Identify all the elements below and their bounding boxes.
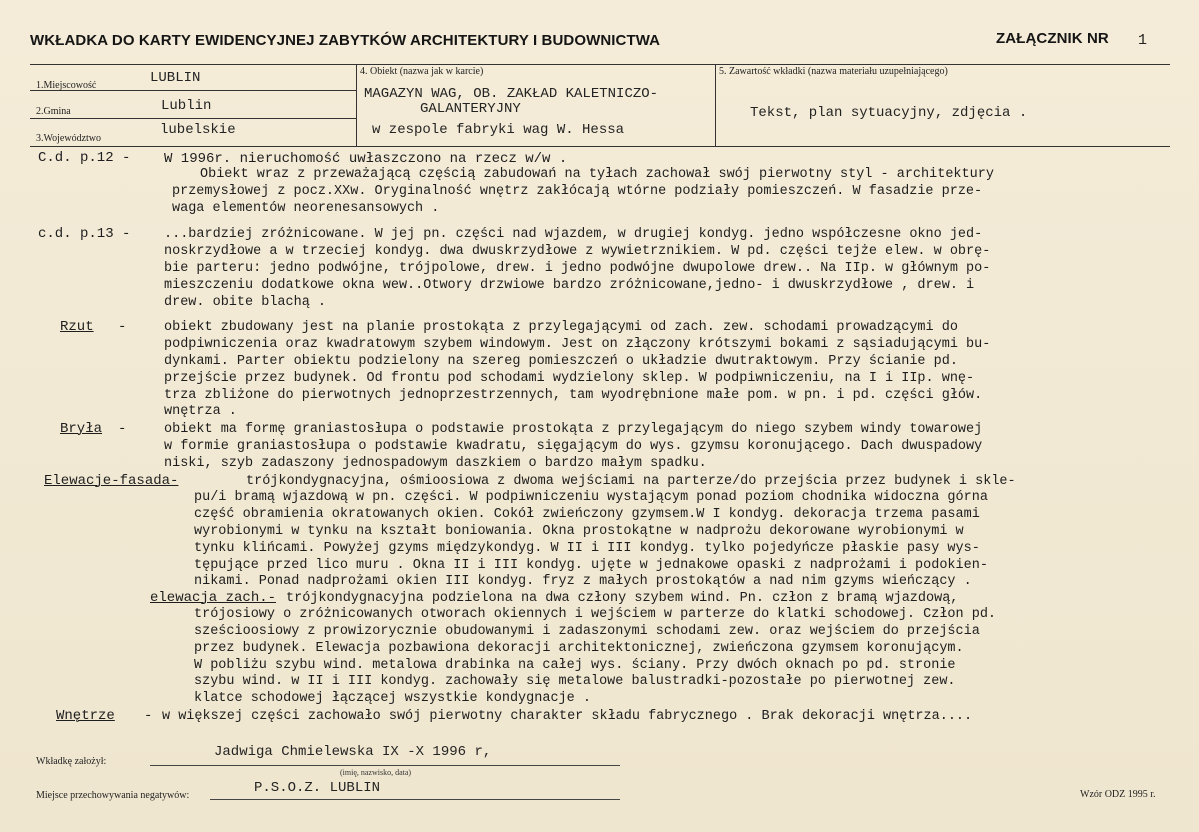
rzut-line-4: przejście przez budynek. Od frontu pod schodami wydzielony sklep. W podpiwniczeniu, na I i IIp. wnę- xyxy=(164,371,975,386)
bryla-line-1: obiekt ma formę graniastosłupa o podstawie prostokąta z przylegającym do niego szybem windy towarowej xyxy=(164,422,983,437)
elewacje-line-5: tynku klińcami. Powyżej gzyms międzykondyg. W II i III kondyg. tylko pojedyńcze płaskie pasy wys- xyxy=(194,541,980,556)
miejscowosc-value: LUBLIN xyxy=(150,70,201,86)
elewacje-line-7: nikami. Ponad nadprożami okien III kondyg. fryz z małych prostokątów a nad nim gzyms wieńczący . xyxy=(194,574,972,589)
miejsce-label: Miejsce przechowywania negatywów: xyxy=(36,790,190,801)
cd13-line-2: noskrzydłowe a w trzeciej kondyg. dwa dwuskrzydłowe z wywietrznikiem. W pd. części tejże elew. w obrę- xyxy=(164,244,991,259)
miejsce-line xyxy=(210,799,620,800)
wojewodztwo-value: lubelskie xyxy=(160,122,236,138)
wnetrze-label: Wnętrze xyxy=(56,708,115,724)
bryla-label: Bryła xyxy=(60,421,103,437)
elewacja-zach-line-2: trójosiowy o zróżnicowanych otworach okiennych i wejściem w parterze do klatki schodowej. Człon pd. xyxy=(194,607,997,622)
zawartosc-value: Tekst, plan sytuacyjny, zdjęcia . xyxy=(750,105,1028,121)
elewacje-line-6: tępujące przed lico muru . Okna II i III kondyg. ujęte w jednakowe opaski z nadprożami i podokien- xyxy=(194,558,988,573)
zalozyl-line xyxy=(150,765,620,766)
zalozyl-value: Jadwiga Chmielewska IX -X 1996 r, xyxy=(214,744,492,760)
obiekt-label: 4. Obiekt (nazwa jak w karcie) xyxy=(360,66,484,77)
elewacja-zach-line-1: trójkondygnacyjna podzielona na dwa człony szybem wind. Pn. człon z bramą wjazdową, xyxy=(286,591,959,606)
bryla-line-2: w formie graniastosłupa o podstawie kwadratu, sięgającym do wys. gzymsu koronującego. Dach dwuspadowy xyxy=(164,439,983,454)
miejscowosc-label: 1.Miejscowość xyxy=(36,80,97,91)
elewacja-zach-line-7: klatce schodowej łączącej wszystkie kondygnacje . xyxy=(194,691,591,706)
cd12-label: C.d. p.12 - xyxy=(38,150,131,166)
zalozyl-hint: (imię, nazwisko, data) xyxy=(340,768,412,777)
rzut-dash: - xyxy=(118,319,127,335)
zawartosc-label: 5. Zawartość wkładki (nazwa materiału uzupełniającego) xyxy=(719,66,948,77)
form-template-code: Wzór ODZ 1995 r. xyxy=(1080,789,1156,800)
obiekt-line-3: w zespole fabryki wag W. Hessa xyxy=(372,122,625,138)
cd13-label: c.d. p.13 - xyxy=(38,226,131,242)
box-bottom-line xyxy=(30,146,1170,147)
cd13-line-1: ...bardziej zróżnicowane. W jej pn. części nad wjazdem, w drugiej kondyg. jedno współczesne okno jed- xyxy=(164,227,983,242)
cd13-line-3: bie parteru: jedno podwójne, trójpolowe, drew. i jedno podwójne dwupolowe drew.. Na IIp. w głównym po- xyxy=(164,261,991,276)
obiekt-line-1: MAGAZYN WAG, OB. ZAKŁAD KALETNICZO- xyxy=(364,86,659,102)
gmina-value: Lublin xyxy=(161,98,212,114)
cd12-line-1: W 1996r. nieruchomość uwłaszczono na rzecz w/w . xyxy=(164,151,568,167)
elewacja-zach-line-3: sześcioosiowy z prowizorycznie obudowanymi i zadaszonymi schodami zew. oraz wejściem do przejścia xyxy=(194,624,980,639)
cd12-line-3: przemysłowej z pocz.XXw. Oryginalność wnętrz zakłócają wtórne podziały pomieszczeń. W fasadzie prze- xyxy=(172,184,983,199)
gmina-label: 2.Gmina xyxy=(36,106,71,117)
rzut-line-1: obiekt zbudowany jest na planie prostokąta z przylegającymi od zach. zew. schodami prowadzącymi do xyxy=(164,320,958,335)
bryla-dash: - xyxy=(118,421,127,437)
elewacja-zach-line-4: przez budynek. Elewacja pozbawiona dekoracji architektonicznej, zwieńczona gzymsem koronującym. xyxy=(194,641,964,656)
wnetrze-line: w większej części zachowało swój pierwotny charakter składu fabrycznego . Brak dekoracji wnętrza.... xyxy=(162,709,973,724)
cd12-line-2: Obiekt wraz z przeważającą częścią zabudowań na tyłach zachował swój pierwotny styl - architektury xyxy=(200,167,994,182)
wojewodztwo-label: 3.Województwo xyxy=(36,133,102,144)
box-divider-2 xyxy=(715,64,716,147)
document-title: WKŁADKA DO KARTY EWIDENCYJNEJ ZABYTKÓW ARCHITEKTURY I BUDOWNICTWA xyxy=(30,32,661,49)
bryla-line-3: niski, szyb zadaszony jednospadowym daszkiem o bardzo małym spadku. xyxy=(164,456,707,471)
box-top-line xyxy=(30,64,1170,65)
elewacja-zach-line-5: W pobliżu szybu wind. metalowa drabinka na całej wys. ściany. Przy dwóch oknach po pd. stronie xyxy=(194,658,956,673)
attachment-number: 1 xyxy=(1138,32,1148,49)
zalozyl-label: Wkładkę założył: xyxy=(36,756,107,767)
rzut-line-6: wnętrza . xyxy=(164,404,237,419)
elewacje-line-2: pu/i bramą wjazdową w pn. części. W podpiwniczeniu wystającym ponad poziom chodnika widoczna górna xyxy=(194,490,988,505)
field-line-2 xyxy=(30,118,356,119)
rzut-line-5: trza zbliżone do pierwotnych jednoprzestrzennych, tam wyodrębnione małe pom. w pn. i pd. części głów. xyxy=(164,388,983,403)
cd12-line-4: waga elementów neorenesansowych . xyxy=(172,201,440,216)
rzut-label: Rzut xyxy=(60,319,94,335)
elewacja-zach-label: elewacja zach.- xyxy=(150,590,277,606)
box-divider-1 xyxy=(356,64,357,147)
rzut-line-3: dynkami. Parter obiektu podzielony na szereg pomieszczeń o układzie dwutraktowym. Przy ścianie pd. xyxy=(164,354,958,369)
elewacja-zach-line-6: szybu wind. w II i III kondyg. zachowały się metalowe balustradki-pozostałe po pierwotnej zew. xyxy=(194,674,956,689)
miejsce-value: P.S.O.Z. LUBLIN xyxy=(254,780,381,796)
elewacje-label: Elewacje-fasada- xyxy=(44,473,179,489)
elewacje-line-3: część obramienia okratowanych okien. Cokół zwieńczony gzymsem.W I kondyg. dekoracja trzema pasami xyxy=(194,507,980,522)
elewacje-line-1: trójkondygnacyjna, ośmioosiowa z dwoma wejściami na parterze/do przejścia przez budynek i skle- xyxy=(246,474,1016,489)
rzut-line-2: podpiwniczenia oraz kwadratowym szybem windowym. Jest on złączony krótszymi bokami z sąsiadującymi bu- xyxy=(164,337,991,352)
obiekt-line-2: GALANTERYJNY xyxy=(420,101,521,117)
attachment-label: ZAŁĄCZNIK NR xyxy=(996,30,1109,47)
cd13-line-5: drew. obite blachą . xyxy=(164,295,327,310)
cd13-line-4: mieszczeniu dodatkowe okna wew..Otwory drzwiowe bardzo zróżnicowane,jedno- i dwuskrzydłowe , drew. i xyxy=(164,278,975,293)
wnetrze-dash: - xyxy=(144,708,153,724)
elewacje-line-4: wyrobionymi w tynku na kształt boniowania. Okna prostokątne w nadprożu dekorowane wyrobionymi w xyxy=(194,524,964,539)
